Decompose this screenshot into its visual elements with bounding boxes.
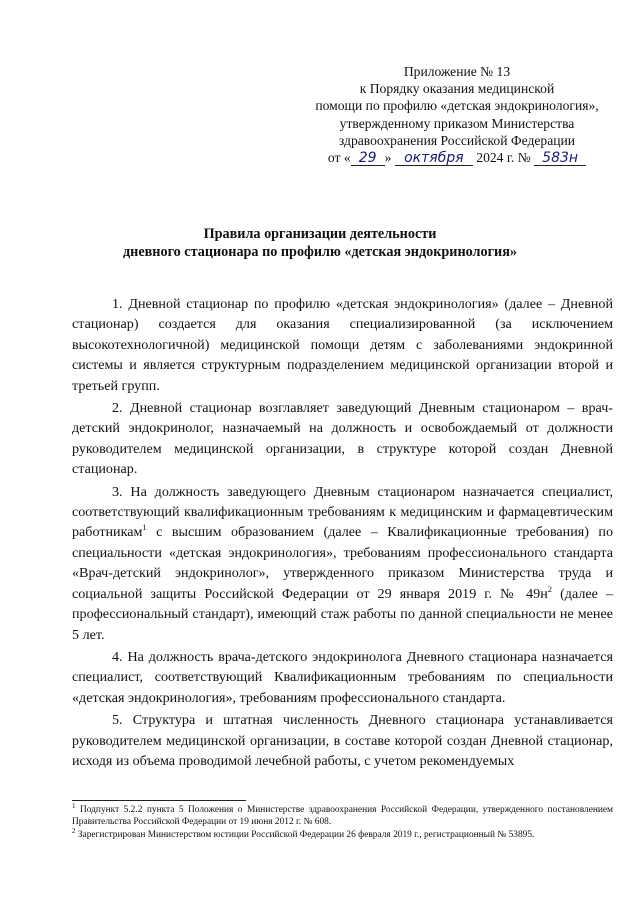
- footnote-text: Подпункт 5.2.2 пункта 5 Положения о Министерстве здравоохранения Российской Федерации, утвержденного постановлением Правительства Российской Федерации от 19 июня 2012 г. № 608.: [72, 805, 613, 828]
- order-date-line: [292, 149, 622, 166]
- paragraph-2: 2. Дневной стационар возглавляет заведующий Дневным стационаром – врач-детский эндокринолог, назначаемый на должность и освобождаемый от должности руководителем медицинской организации, в структуре которой создан Дневной стационар.: [72, 400, 613, 478]
- document-body: [72, 294, 613, 773]
- paragraph-5: 5. Структура и штатная численность Дневного стационара устанавливается руководителем медицинской организации, в составе которой создан Дневной стационар, исходя из объема проводимой лечебной работы, с учетом рекомендуемых: [72, 712, 613, 769]
- appendix-line: утвержденному приказом Министерства: [339, 115, 575, 131]
- paragraph-4: 4. На должность врача-детского эндокринолога Дневного стационара назначается специалист, соответствующий Квалификационным требованиям по специальности «детская эндокринология», требованиям профессионального стандарта.: [72, 648, 613, 706]
- appendix-line: к Порядку оказания медицинской: [359, 81, 555, 97]
- handwritten-day: 29: [351, 151, 385, 166]
- appendix-number: Приложение № 13: [403, 64, 511, 79]
- handwritten-order-number: 583н: [534, 151, 586, 166]
- paragraph-1: 1. Дневной стационар по профилю «детская эндокринология» (далее – Дневной стационар) создается для оказания специализированной (за исключением высокотехнологичной) медицинской помощи детям с заболеваниями эндокринной системы и является структурным подразделением медицинской организации второй и третьей групп.: [72, 296, 613, 394]
- title-line: Правила организации деятельности: [203, 226, 437, 242]
- footnote-mark: 1: [72, 802, 76, 810]
- appendix-header: [292, 63, 622, 166]
- footnote-divider: [72, 800, 246, 801]
- footnote-mark: 2: [72, 827, 76, 836]
- paragraph-3-part-a: 3. На должность заведующего Дневным стационаром назначается специалист, соответствующий квалификационным требованиям к медицинским и фармацевтическим работникам: [72, 483, 613, 541]
- document-title: [60, 225, 580, 261]
- appendix-line: здравоохранения Российской Федерации: [338, 132, 576, 148]
- paragraph-3-part-c: (далее – профессиональный стандарт), имеющий стаж работы по данной специальности не менее 5 лет.: [72, 585, 613, 643]
- handwritten-month: октября: [395, 151, 473, 166]
- date-year: 2024 г. №: [476, 150, 531, 166]
- paragraph-3: [72, 482, 613, 645]
- title-line: дневного стационара по профилю «детская эндокринология»: [122, 244, 517, 260]
- appendix-line: помощи по профилю «детская эндокринология»,: [315, 98, 599, 114]
- footnote-ref-1: 1: [142, 522, 147, 533]
- footnotes: [72, 804, 613, 843]
- date-prefix: от «: [327, 150, 351, 166]
- footnote-2: [72, 829, 613, 841]
- paragraph-3-part-b: с высшим образованием (далее – Квалификационные требования) по специальности «детская эндокринология», требованиям профессионального стандарта «Врач-детский эндокринолог», утвержденного приказом Министерства труда и социальной защиты Российской Федерации от 29 января 2019 г. № 49н: [72, 524, 613, 602]
- footnote-text: Зарегистрирован Министерством юстиции Российской Федерации 26 февраля 2019 г., регистрационный № 53895.: [75, 830, 535, 841]
- footnote-1: [72, 804, 613, 828]
- footnote-ref-2: 2: [547, 583, 553, 594]
- date-mid: »: [384, 150, 392, 166]
